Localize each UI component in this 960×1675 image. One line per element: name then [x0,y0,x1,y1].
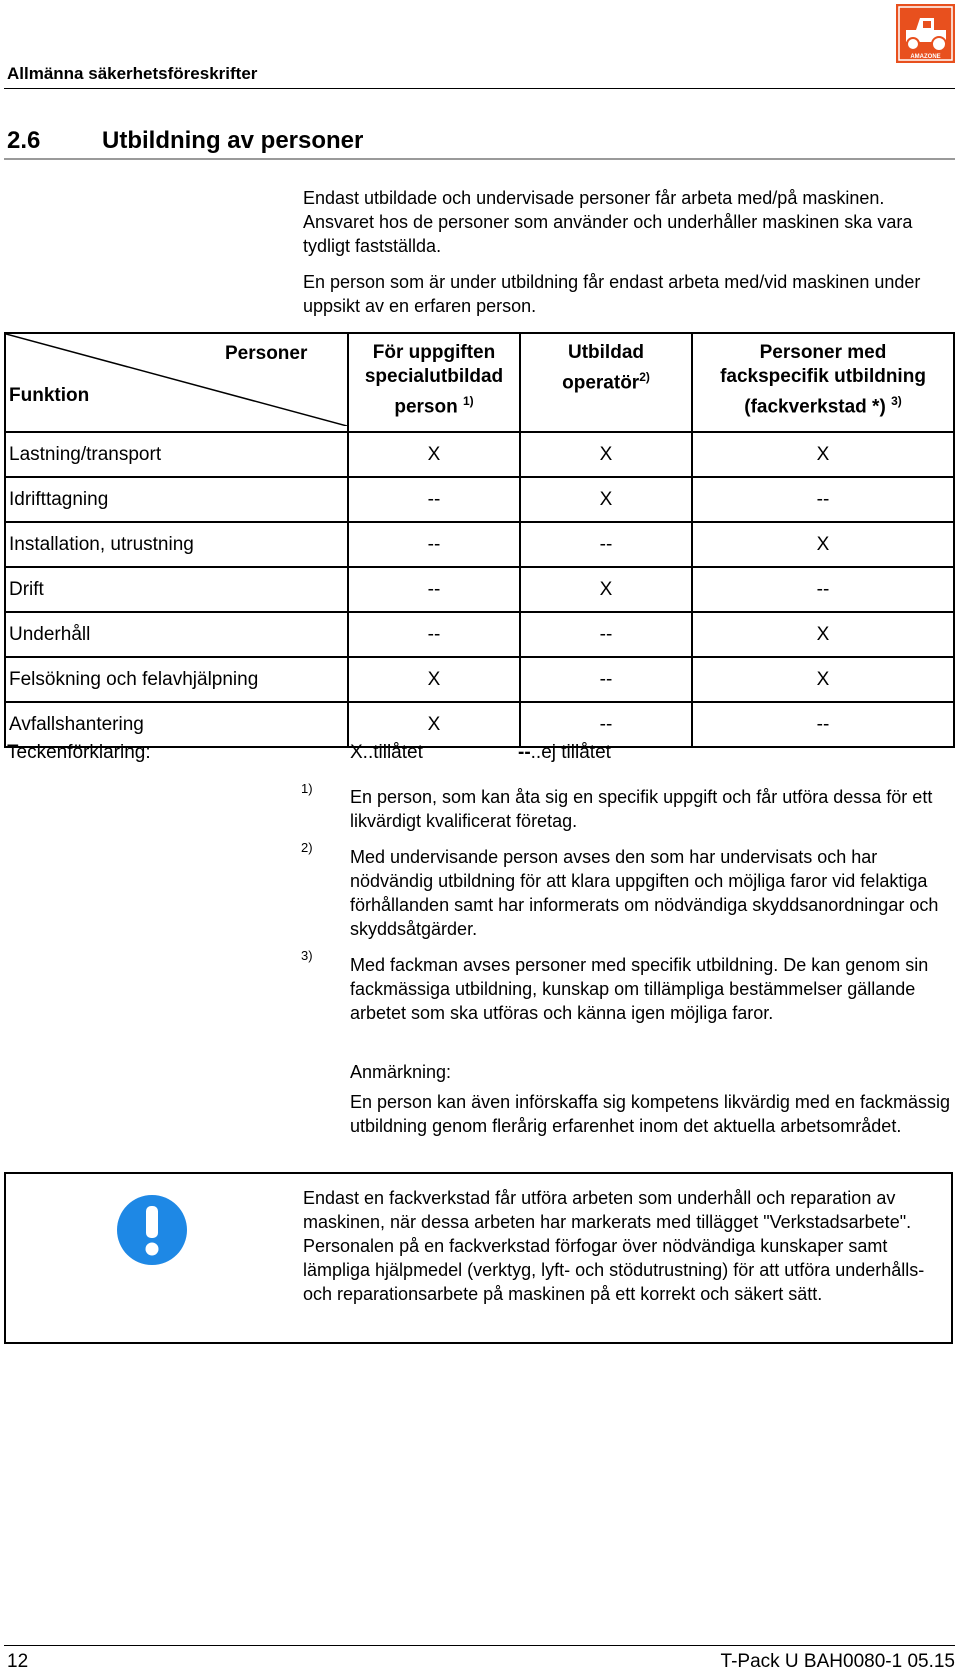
table-cell: X [520,477,692,522]
row-label: Installation, utrustning [5,522,348,567]
table-cell: X [692,612,954,657]
table-row [5,567,954,612]
row-label: Avfallshantering [5,702,348,747]
intro-paragraph: Endast utbildade och undervisade personer får arbeta med/på maskinen. Ansvaret hos de personer som använder och underhåller maskinen ska vara tydligt fastställda. [303,188,913,256]
corner-function-label: Funktion [9,385,90,406]
row-label: Underhåll [5,612,348,657]
header-rule [4,88,955,89]
document-id: T-Pack U BAH0080-1 05.15 [720,1651,955,1672]
table-cell: -- [520,702,692,747]
table-row [5,477,954,522]
row-label: Lastning/transport [5,432,348,477]
table-cell: X [348,657,520,702]
footnote-marker: 1) [301,781,313,796]
row-label: Felsökning och felavhjälpning [5,657,348,702]
table-header-row [5,333,954,432]
table-cell: X [692,522,954,567]
intro-paragraph: En person som är under utbildning får endast arbeta med/vid maskinen under uppsikt av en erfaren person. [303,272,921,316]
table-cell: X [692,432,954,477]
corner-persons-label: Personer [225,343,308,364]
remark-label: Anmärkning: [350,1062,452,1082]
table-row [5,522,954,567]
workshop-note-box [4,1172,953,1344]
amazone-tractor-logo [896,4,955,63]
table-cell: -- [348,567,520,612]
table-row [5,612,954,657]
table-cell: -- [348,477,520,522]
table-cell: -- [692,702,954,747]
legend-not-allowed: --..ej tillåtet [518,742,611,763]
table-cell: -- [348,522,520,567]
note-text: Endast en fackverkstad får utföra arbeten som underhåll och reparation av maskinen, när dessa arbeten har markerats med tillägget "Verkstadsarbete". Personalen på en fackverkstad förfogar över nödvändiga kunskaper samt lämpliga hjälpmedel (verktyg, lyft- och stödutrustning) för att utföra underhålls- och reparationsarbete på maskinen på ett korrekt och säkert sätt. [303,1188,925,1304]
footnote-marker: 2) [301,840,313,855]
page-number: 12 [7,1651,29,1672]
remark-text: En person kan även införskaffa sig kompetens likvärdig med en fackmässig utbildning genom flerårig erfarenhet inom det aktuella arbetsområdet. [350,1092,950,1136]
table-cell: -- [692,567,954,612]
info-exclamation-icon [116,1194,188,1271]
table-cell: -- [520,612,692,657]
table-cell: X [348,432,520,477]
table-corner-cell [5,333,348,432]
section-rule [4,158,955,160]
table-cell: -- [348,612,520,657]
row-label: Idrifttagning [5,477,348,522]
table-row [5,657,954,702]
table-cell: X [348,702,520,747]
section-title: Utbildning av personer [102,127,364,154]
footer-rule [4,1645,955,1646]
row-label: Drift [5,567,348,612]
section-number: 2.6 [7,127,41,154]
footnote-marker: 3) [301,948,313,963]
footnote-text: Med undervisande person avses den som har undervisats och har nödvändig utbildning för att klara uppgiften och möjliga faror vid felaktiga förhållanden samt har informerats om nödvändiga skyddsanordningar och skyddsåtgärder. [350,847,939,939]
training-function-table [4,332,955,748]
column-header: Utbildad operatör$^{2)}$ [520,333,692,432]
logo-wordmark: AMAZONE [910,54,941,60]
column-header: Personer med fackspecifik utbildning (fackverkstad *) $^{3)}$ [692,333,954,432]
legend-label: Teckenförklaring: [7,742,151,763]
table-cell: X [692,657,954,702]
column-header: För uppgiften specialutbildad person $^{1)}$ [348,333,520,432]
legend-allowed: X..tillåtet [350,742,423,763]
table-cell: -- [520,522,692,567]
footnote-text: Med fackman avses personer med specifik utbildning. De kan genom sin fackmässiga utbildning, kunskap om tillämpliga bestämmelser gällande arbetet som ska utföras och känna igen möjliga faror. [350,955,929,1023]
running-header: Allmänna säkerhetsföreskrifter [7,64,258,83]
table-cell: -- [520,657,692,702]
table-row [5,702,954,747]
table-cell: -- [692,477,954,522]
section-heading [7,127,363,155]
table-cell: X [520,567,692,612]
footnote-text: En person, som kan åta sig en specifik uppgift och får utföra dessa för ett likvärdigt kvalificerat företag. [350,787,933,831]
table-row [5,432,954,477]
table-cell: X [520,432,692,477]
